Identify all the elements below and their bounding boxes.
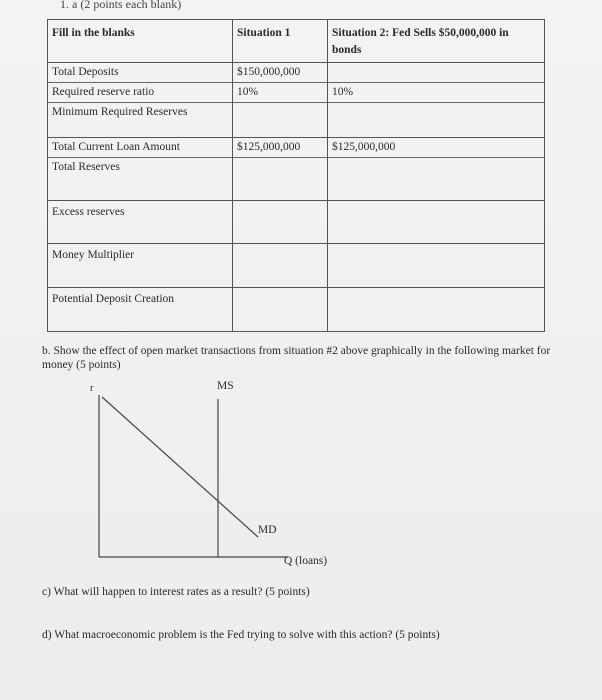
- label-total-reserves: Total Reserves: [52, 161, 120, 173]
- question-d-text: d) What macroeconomic problem is the Fed trying to solve with this action? (5 points): [42, 629, 440, 641]
- s2-total-loan: $125,000,000: [328, 138, 544, 158]
- header-situation-2: Situation 2: Fed Sells $50,000,000 in bonds: [328, 20, 545, 63]
- label-excess-reserves: Excess reserves: [48, 201, 233, 244]
- money-demand-curve: [102, 397, 258, 537]
- ms-label: MS: [217, 380, 234, 392]
- label-required-reserve-ratio: Required reserve ratio: [48, 83, 232, 103]
- x-axis-label: Q (loans): [284, 555, 328, 567]
- s2-reserve-ratio: 10%: [328, 83, 544, 103]
- label-potential-deposit-creation: Potential Deposit Creation: [48, 288, 233, 332]
- md-label: MD: [258, 524, 277, 536]
- header-fill-in: Fill in the blanks: [48, 20, 233, 63]
- label-money-multiplier: Money Multiplier: [48, 244, 233, 288]
- s1-total-loan: $125,000,000: [233, 138, 327, 158]
- label-total-deposits: Total Deposits: [48, 63, 232, 83]
- question-b-text: b. Show the effect of open market transactions from situation #2 above graphically in the following market for money (5 points): [42, 345, 551, 371]
- s1-reserve-ratio: 10%: [233, 83, 327, 103]
- label-minimum-required-reserves: Minimum Required Reserves: [52, 106, 188, 118]
- question-header: 1. a (2 points each blank): [60, 0, 182, 11]
- header-situation-1: Situation 1: [233, 20, 328, 63]
- s1-total-deposits: $150,000,000: [233, 63, 327, 83]
- label-total-current-loan: Total Current Loan Amount: [48, 138, 232, 158]
- y-axis-label: r: [90, 383, 94, 394]
- question-c-text: c) What will happen to interest rates as a result? (5 points): [42, 586, 310, 598]
